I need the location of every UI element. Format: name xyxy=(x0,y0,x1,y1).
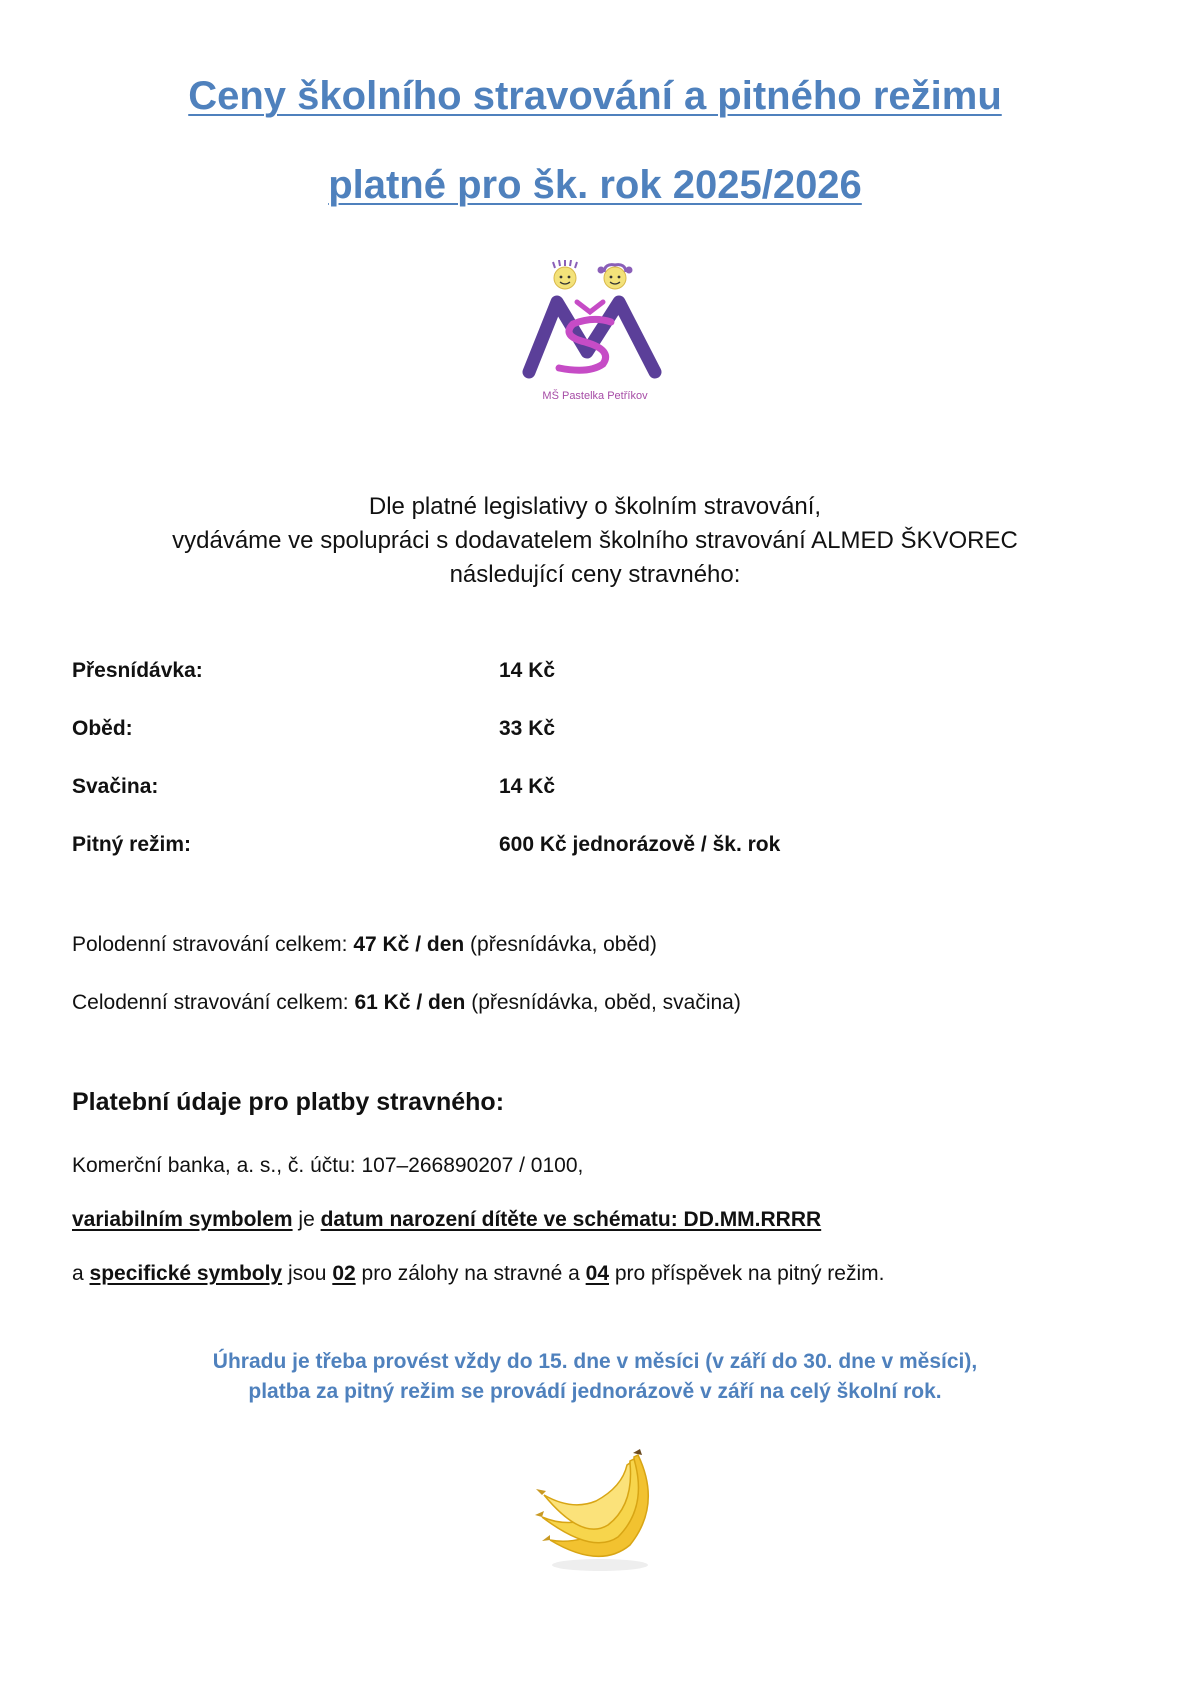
price-label: Svačina: xyxy=(72,775,159,798)
connector-text: a xyxy=(72,1262,90,1285)
page-title: Ceny školního stravování a pitného režimu xyxy=(188,74,1002,118)
connector-text: je xyxy=(292,1208,321,1231)
bank-account: Komerční banka, a. s., č. účtu: 107–266890207 / 0100, xyxy=(72,1154,584,1177)
specific-symbol-code: 04 xyxy=(585,1262,610,1285)
payment-notice xyxy=(0,1347,1190,1407)
price-value: 600 Kč jednorázově / šk. rok xyxy=(499,833,781,856)
price-label: Oběd: xyxy=(72,717,133,740)
logo-caption: MŠ Pastelka Petříkov xyxy=(542,390,648,402)
total-amount: 61 Kč / den xyxy=(354,991,466,1014)
price-value: 33 Kč xyxy=(499,717,556,740)
intro-line: následující ceny stravného: xyxy=(449,561,741,588)
intro-line: Dle platné legislativy o školním stravování, xyxy=(368,493,822,520)
total-label: Celodenní stravování celkem: xyxy=(72,991,355,1014)
child-face-left-icon xyxy=(553,260,577,289)
total-amount: 47 Kč / den xyxy=(353,933,465,956)
total-detail: (přesnídávka, oběd, svačina) xyxy=(465,991,741,1014)
specific-symbols-line xyxy=(72,1262,884,1286)
payment-heading: Platební údaje pro platby stravného: xyxy=(72,1088,505,1116)
intro-text xyxy=(0,490,1190,592)
notice-line: platba za pitný režim se provádí jednorázově v září na celý školní rok. xyxy=(248,1380,942,1403)
variable-symbol-term: variabilním symbolem xyxy=(72,1208,293,1231)
total-half-day xyxy=(72,933,657,957)
connector-text: jsou xyxy=(282,1262,333,1285)
school-logo xyxy=(515,260,675,415)
specific-symbol-code: 02 xyxy=(332,1262,356,1285)
total-full-day xyxy=(72,991,741,1015)
specific-symbols-term: specifické symboly xyxy=(89,1262,283,1285)
price-value: 14 Kč xyxy=(499,775,556,798)
price-row-snack-afternoon xyxy=(72,775,1072,805)
child-face-right-icon xyxy=(598,265,633,289)
page-subtitle: platné pro šk. rok 2025/2026 xyxy=(328,163,862,207)
notice-line: Úhradu je třeba provést vždy do 15. dne v měsíci (v září do 30. dne v měsíci), xyxy=(212,1350,978,1373)
intro-line: vydáváme ve spolupráci s dodavatelem školního stravování ALMED ŠKVOREC xyxy=(172,527,1018,554)
price-row-drinks xyxy=(72,833,1072,863)
symbol-purpose: pro zálohy na stravné a xyxy=(355,1262,586,1285)
variable-symbol-line xyxy=(72,1208,821,1232)
school-logo-icon xyxy=(515,260,675,390)
total-detail: (přesnídávka, oběd) xyxy=(464,933,657,956)
total-label: Polodenní stravování celkem: xyxy=(72,933,354,956)
price-value: 14 Kč xyxy=(499,659,556,682)
price-label: Pitný režim: xyxy=(72,833,192,856)
symbol-purpose: pro příspěvek na pitný režim. xyxy=(609,1262,885,1285)
price-row-lunch xyxy=(72,717,1072,747)
price-label: Přesnídávka: xyxy=(72,659,203,682)
variable-symbol-value: datum narození dítěte ve schématu: DD.MM.RRRR xyxy=(320,1208,822,1231)
price-row-snack-morning xyxy=(72,659,1072,689)
banana-icon xyxy=(530,1445,665,1575)
